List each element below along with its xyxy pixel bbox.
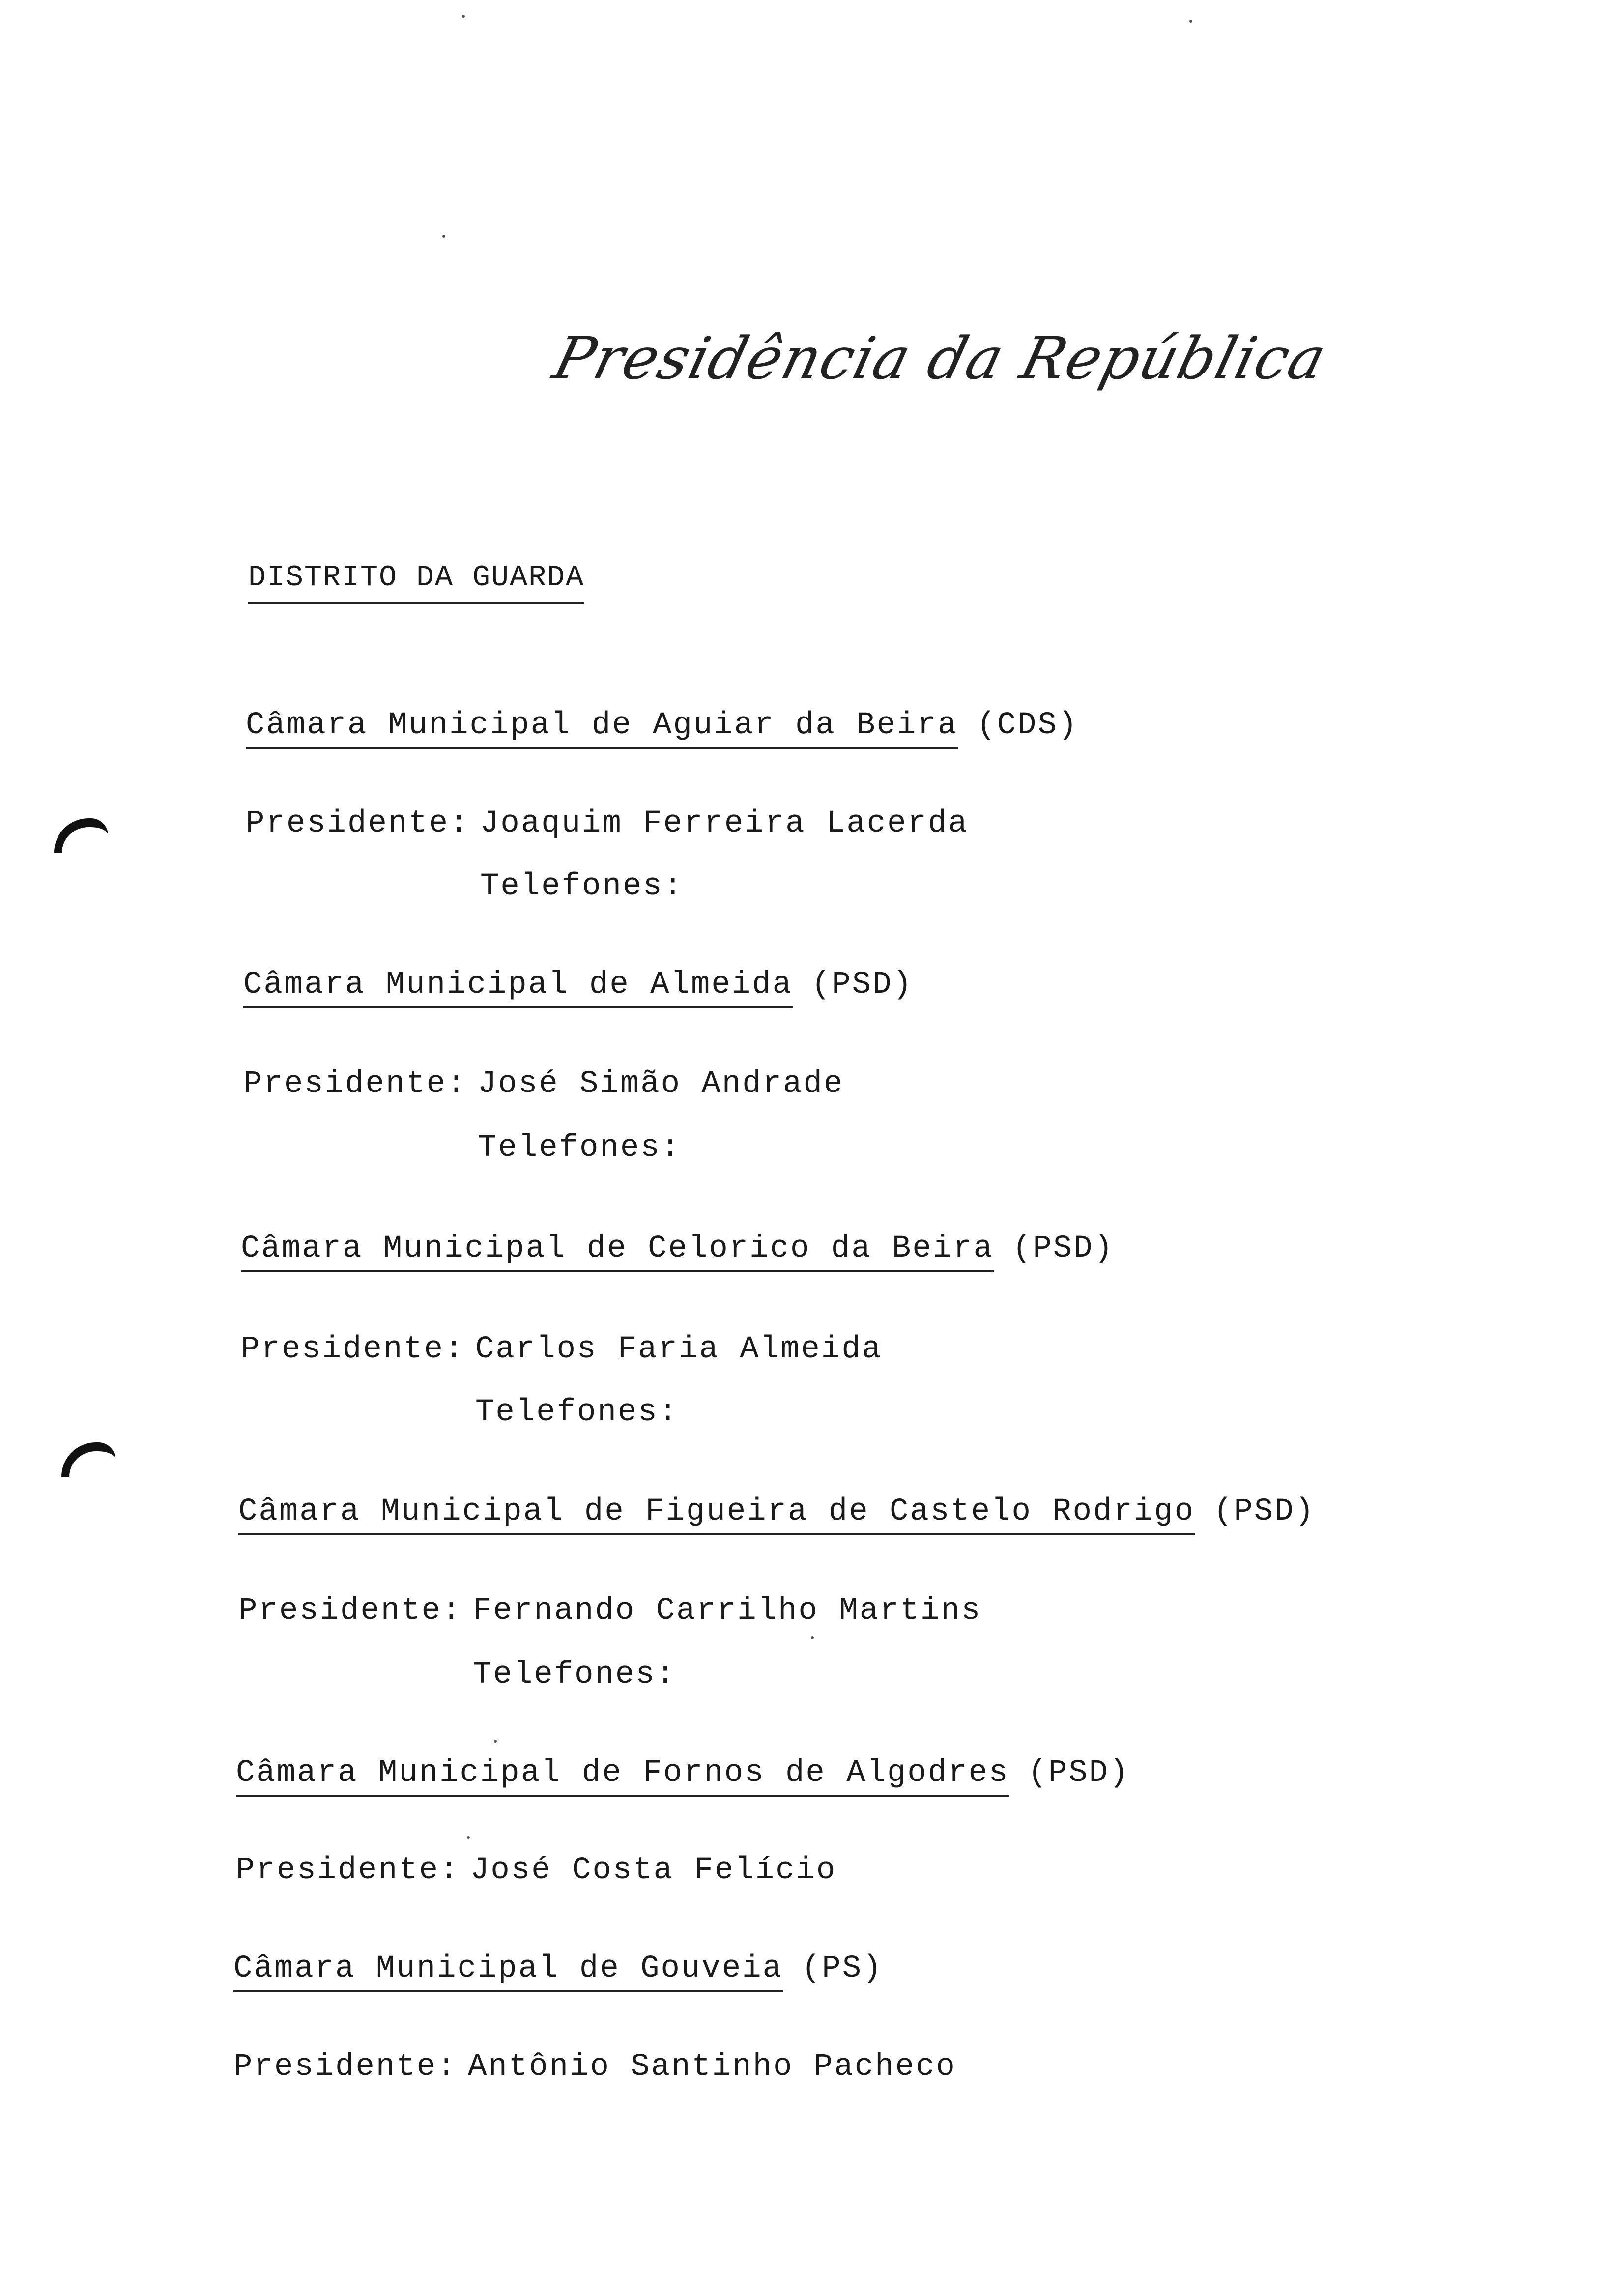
presidente-line	[238, 1593, 981, 1629]
telefones-label: Telefones:	[478, 1130, 682, 1166]
scan-speck	[811, 1636, 814, 1639]
scan-speck	[1189, 20, 1192, 23]
camara-line	[243, 967, 913, 1003]
camara-line	[236, 1755, 1129, 1791]
party-label: (CDS)	[977, 708, 1079, 743]
scan-speck	[462, 15, 465, 18]
camara-line	[233, 1951, 883, 1986]
presidente-line	[236, 1853, 836, 1888]
camara-line	[238, 1494, 1315, 1529]
presidente-name: Fernando Carrilho Martins	[473, 1593, 982, 1629]
telefones-label: Telefones:	[480, 869, 684, 904]
presidente-label: Presidente:	[238, 1593, 462, 1629]
presidente-label: Presidente:	[246, 806, 470, 841]
scan-speck	[467, 1836, 470, 1839]
scan-speck	[442, 235, 445, 238]
camara-name: Câmara Municipal de Gouveia	[233, 1951, 783, 1992]
presidente-name: José Simão Andrade	[478, 1066, 844, 1102]
party-label: (PSD)	[1213, 1494, 1316, 1529]
punch-hole-mark	[54, 818, 108, 853]
telefones-label: Telefones:	[473, 1657, 677, 1693]
district-heading: DISTRITO DA GUARDA	[248, 561, 584, 604]
presidente-name: Carlos Faria Almeida	[475, 1332, 883, 1367]
scan-speck	[494, 1740, 497, 1743]
party-label: (PSD)	[1028, 1755, 1130, 1791]
presidente-line	[241, 1332, 882, 1367]
presidente-label: Presidente:	[241, 1332, 465, 1367]
punch-hole-mark	[61, 1442, 115, 1477]
presidente-name: Joaquim Ferreira Lacerda	[480, 806, 969, 841]
party-label: (PS)	[801, 1951, 883, 1986]
party-label: (PSD)	[1012, 1231, 1115, 1266]
presidente-line	[233, 2049, 956, 2085]
camara-name: Câmara Municipal de Fornos de Algodres	[236, 1755, 1009, 1797]
camara-name: Câmara Municipal de Celorico da Beira	[241, 1231, 994, 1272]
camara-line	[241, 1231, 1114, 1266]
letterhead-title: Presidência da República	[547, 324, 1334, 392]
telefones-label: Telefones:	[475, 1395, 679, 1430]
presidente-name: José Costa Felício	[470, 1853, 837, 1888]
presidente-line	[243, 1066, 844, 1102]
camara-name: Câmara Municipal de Figueira de Castelo Rodrigo	[238, 1494, 1195, 1535]
camara-name: Câmara Municipal de Aguiar da Beira	[246, 708, 958, 749]
presidente-label: Presidente:	[236, 1853, 460, 1888]
camara-line	[246, 708, 1078, 743]
party-label: (PSD)	[811, 967, 913, 1003]
camara-name: Câmara Municipal de Almeida	[243, 967, 793, 1008]
presidente-name: Antônio Santinho Pacheco	[468, 2049, 956, 2085]
presidente-line	[246, 806, 969, 841]
presidente-label: Presidente:	[233, 2049, 458, 2085]
presidente-label: Presidente:	[243, 1066, 467, 1102]
